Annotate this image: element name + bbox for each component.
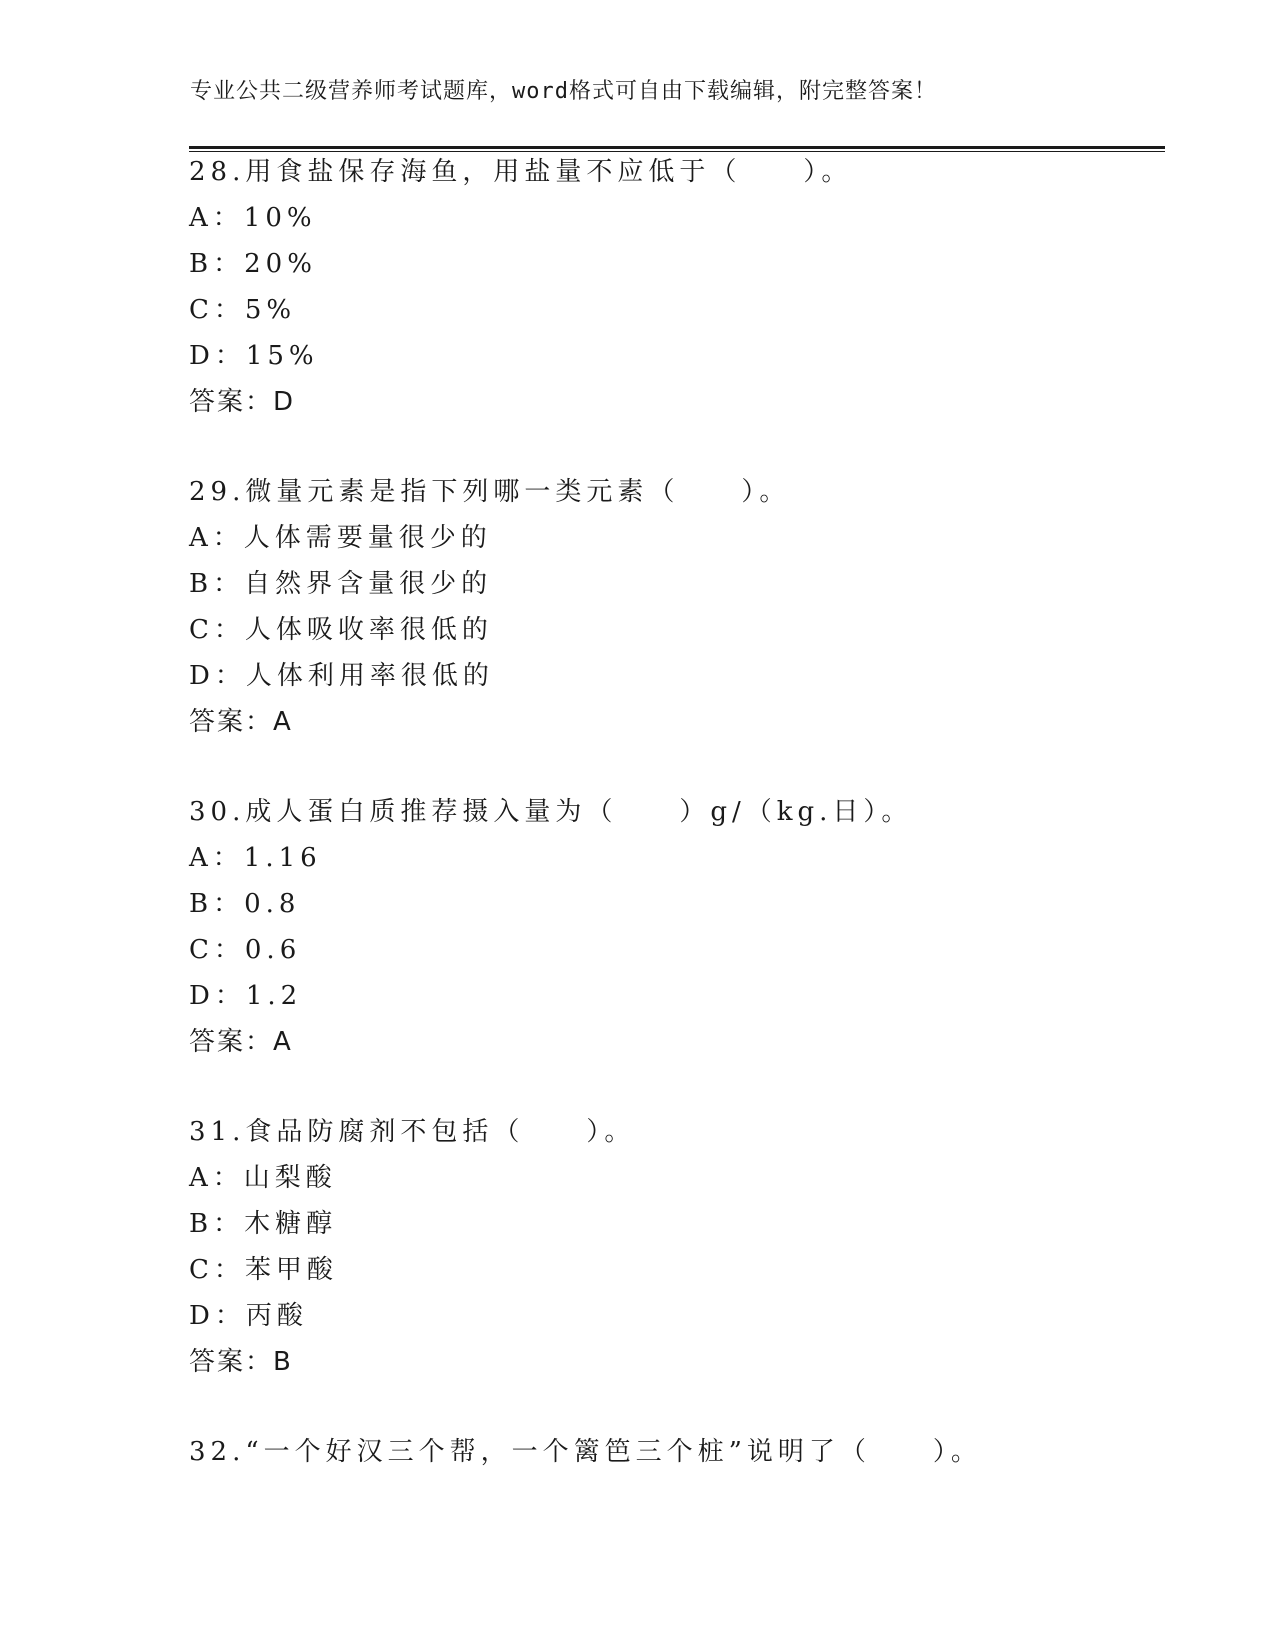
- option-a: A：1.16: [189, 843, 322, 873]
- option-c: C：人体吸收率很低的: [189, 615, 493, 645]
- option-c: C：苯甲酸: [189, 1255, 338, 1285]
- question-stem: 32.“一个好汉三个帮，一个篱笆三个桩”说明了（ ）。: [189, 1437, 982, 1467]
- option-a: A：山梨酸: [189, 1163, 337, 1193]
- option-a: A：10%: [189, 203, 317, 233]
- question-stem: 31.食品防腐剂不包括（ ）。: [189, 1117, 636, 1147]
- answer-line: 答案：D: [189, 387, 296, 417]
- answer-line: 答案：A: [189, 1027, 293, 1057]
- question-stem: 28.用食盐保存海鱼，用盐量不应低于（ ）。: [189, 157, 853, 187]
- page-header: 专业公共二级营养师考试题库，word格式可自由下载编辑，附完整答案！: [190, 79, 937, 104]
- option-b: B：木糖醇: [189, 1209, 338, 1239]
- answer-line: 答案：A: [189, 707, 293, 737]
- option-c: C：5%: [189, 295, 297, 325]
- question-31: [189, 1109, 635, 1385]
- question-28: [189, 149, 852, 425]
- option-c: C：0.6: [189, 935, 302, 965]
- option-d: D：15%: [189, 341, 319, 371]
- option-d: D：1.2: [189, 981, 303, 1011]
- option-b: B：20%: [189, 249, 317, 279]
- option-d: D：丙酸: [189, 1301, 308, 1331]
- question-32: [189, 1429, 982, 1475]
- option-a: A：人体需要量很少的: [189, 523, 492, 553]
- question-30: [189, 789, 912, 1065]
- question-stem: 30.成人蛋白质推荐摄入量为（ ）g/（kg.日）。: [189, 797, 913, 827]
- option-b: B：自然界含量很少的: [189, 569, 493, 599]
- option-d: D：人体利用率很低的: [189, 661, 494, 691]
- question-29: [189, 469, 790, 745]
- option-b: B：0.8: [189, 889, 301, 919]
- answer-line: 答案：B: [189, 1347, 293, 1377]
- question-stem: 29.微量元素是指下列哪一类元素（ ）。: [189, 477, 791, 507]
